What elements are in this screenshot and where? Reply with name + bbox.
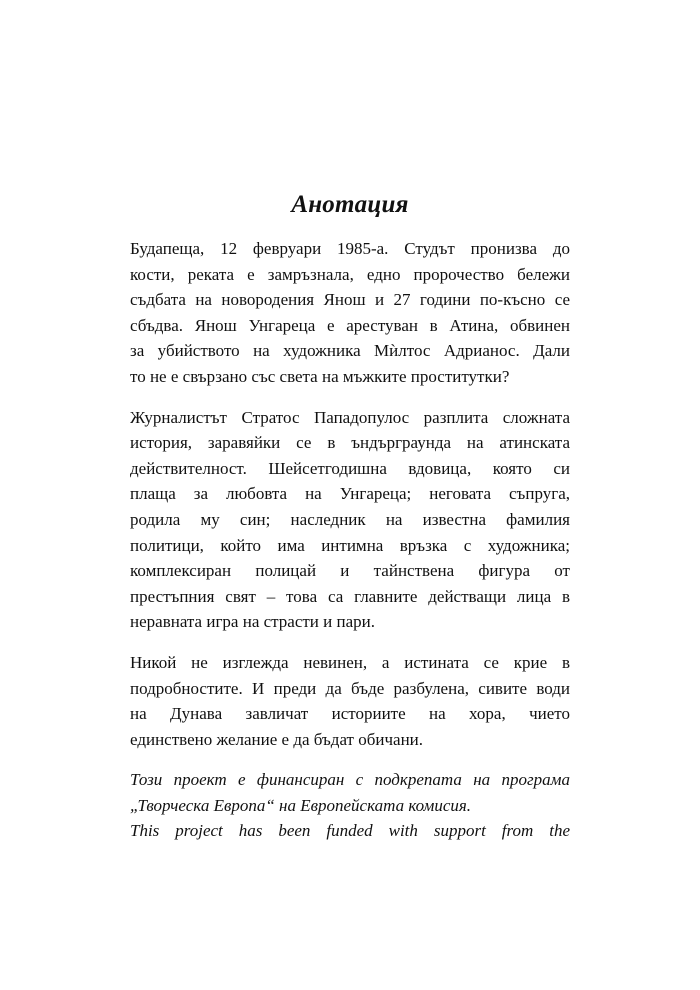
text-line: Никой не изглежда невинен, а истината се крие в [130,652,570,672]
text-line: съдбата на новородения Янош и 27 години по-късно се [130,290,570,310]
text-line: политици, който има интимна връзка с художника; [130,535,570,555]
text-line: история, заравяйки се в ъндърграунда на атинската [130,433,570,453]
text-line: престъпния свят – това са главните действащи лица в [130,586,570,606]
note-line: „Творческа Европа“ на Европейската комисия. [130,795,472,815]
note-line: This project has been funded with support from the [130,821,570,841]
text-line: плаща за любовта на Унгареца; неговата съпруга, [130,484,570,504]
text-line: сбъдва. Янош Унгареца е арестуван в Атина, обвинен [130,315,570,335]
text-line: на Дунава завличат историите на хора, чието [130,704,570,724]
note-line: Този проект е финансиран с подкрепата на програма [130,770,570,790]
text-line: за убийството на художника Мѝлтос Адрианос. Дали [130,341,570,361]
paragraph-2 [130,405,570,635]
paragraph-3 [130,650,570,752]
text-line: кости, реката е замръзнала, едно пророчество бележи [130,264,570,284]
text-line: единствено желание е да бъдат обичани. [130,729,424,749]
text-line: действителност. Шейсетгодишна вдовица, която си [130,458,570,478]
text-line: то не е свързано със света на мъжките проститутки? [130,366,510,386]
annotation-content [130,190,570,844]
text-line: родила му син; наследник на известна фамилия [130,509,570,529]
text-line: подробностите. И преди да бъде разбулена, сивите води [130,678,570,698]
funding-note [130,767,570,844]
page-title: Анотация [291,191,409,218]
text-line: комплексиран полицай и тайнствена фигура от [130,561,570,581]
paragraph-1 [130,236,570,390]
text-line: Будапеща, 12 февруари 1985-а. Студът пронизва до [130,239,570,258]
text-line: Журналистът Стратос Пападопулос разплита сложната [130,407,570,427]
text-line: неравната игра на страсти и пари. [130,612,375,632]
